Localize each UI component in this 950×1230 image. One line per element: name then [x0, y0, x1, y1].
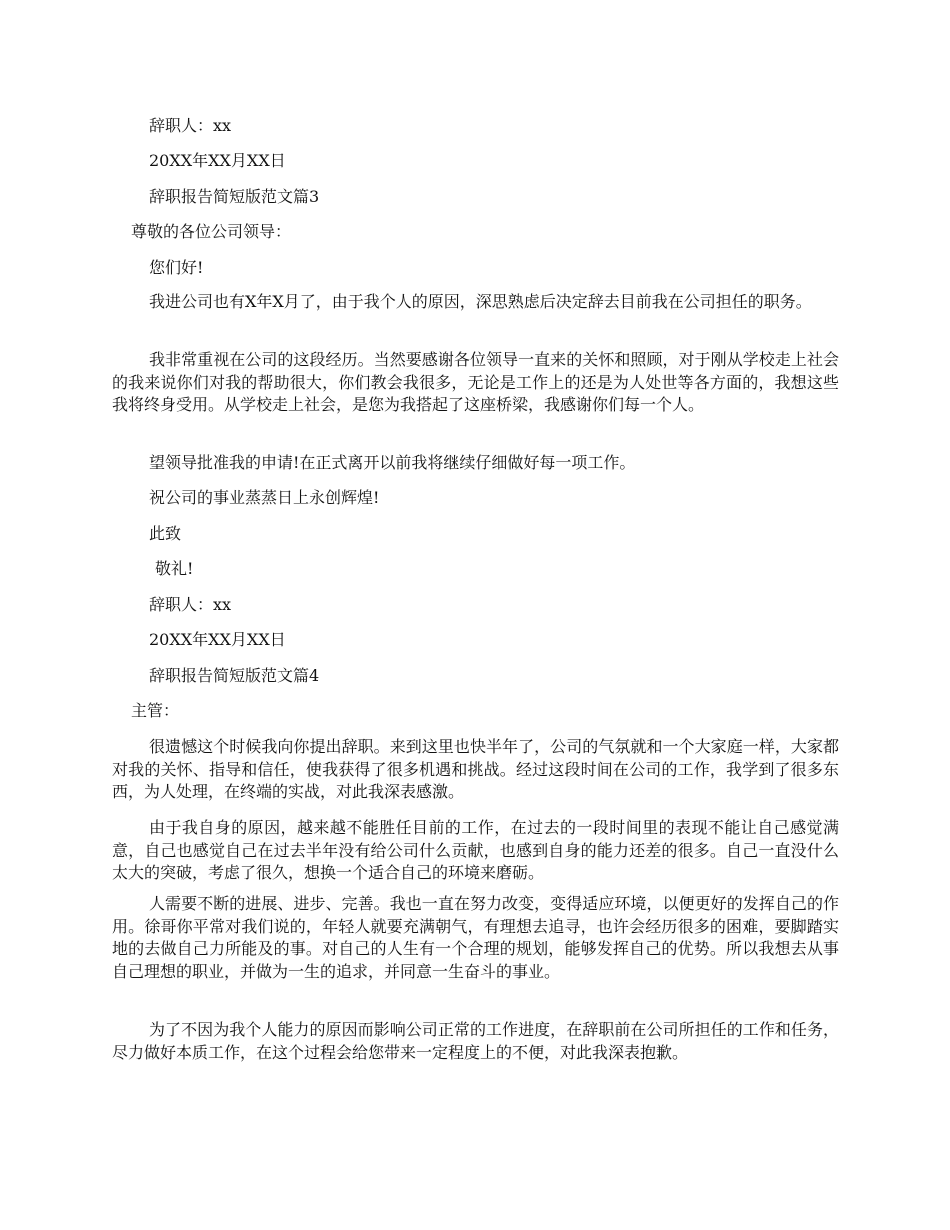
greeting: 您们好! — [149, 258, 204, 277]
signature-line: 辞职人：xx — [149, 116, 232, 135]
closing-regards: 敬礼! — [155, 559, 194, 578]
section-heading: 辞职报告简短版范文篇4 — [149, 666, 320, 685]
salutation: 主管： — [131, 701, 180, 720]
body-paragraph: 我进公司也有X年X月了，由于我个人的原因，深思熟虑后决定辞去目前我在公司担任的职务。 — [149, 292, 812, 311]
body-paragraph: 为了不因为我个人能力的原因而影响公司正常的工作进度，在辞职前在公司所担任的工作和任务，尽力做好本质工作，在这个过程会给您带来一定程度上的不便，对此我深表抱歉。 — [112, 1020, 839, 1062]
closing-line: 此致 — [149, 524, 182, 543]
body-paragraph: 我非常重视在公司的这段经历。当然要感谢各位领导一直来的关怀和照顾，对于刚从学校走上社会的我来说你们对我的帮助很大，你们教会我很多，无论是工作上的还是为人处世等各方面的，我想这些我将终身受用。从学校走上社会，是您为我搭起了这座桥梁，我感谢你们每一个人。 — [112, 350, 839, 414]
body-paragraph: 很遗憾这个时候我向你提出辞职。来到这里也快半年了，公司的气氛就和一个大家庭一样，大家都对我的关怀、指导和信任，使我获得了很多机遇和挑战。经过这段时间在公司的工作，我学到了很多东西，为人处理，在终端的实战，对此我深表感激。 — [112, 737, 839, 801]
body-line: 祝公司的事业蒸蒸日上永创辉煌! — [149, 488, 380, 507]
body-line: 望领导批准我的申请!在正式离开以前我将继续仔细做好每一项工作。 — [149, 453, 636, 472]
date-line: 20XX年XX月XX日 — [149, 151, 286, 170]
signature-line: 辞职人：xx — [149, 595, 232, 614]
section-heading: 辞职报告简短版范文篇3 — [149, 187, 320, 206]
date-line: 20XX年XX月XX日 — [149, 630, 286, 649]
body-paragraph: 由于我自身的原因，越来越不能胜任目前的工作，在过去的一段时间里的表现不能让自己感觉满意，自己也感觉自己在过去半年没有给公司什么贡献，也感到自身的能力还差的很多。自己一直没什么太大的突破，考虑了很久，想换一个适合自己的环境来磨砺。 — [112, 818, 839, 882]
salutation: 尊敬的各位公司领导： — [131, 222, 292, 241]
body-paragraph: 人需要不断的进展、进步、完善。我也一直在努力改变，变得适应环境，以便更好的发挥自己的作用。徐哥你平常对我们说的，年轻人就要充满朝气，有理想去追寻，也许会经历很多的困难，要脚踏实地的去做自己力所能及的事。对自己的人生有一个合理的规划，能够发挥自己的优势。所以我想去从事自己理想的职业，并做为一生的追求，并同意一生奋斗的事业。 — [112, 894, 839, 981]
